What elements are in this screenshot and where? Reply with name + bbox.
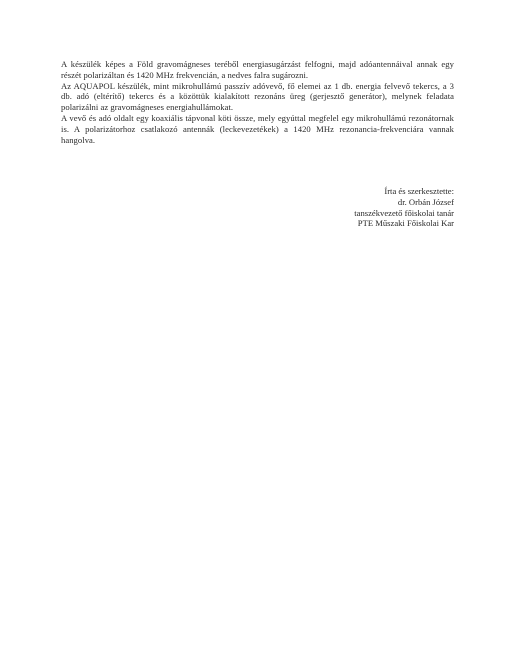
signature-written-by: Írta és szerkesztette: xyxy=(384,186,454,196)
signature-author-title: tanszékvezető főiskolai tanár xyxy=(354,207,454,218)
signature-block xyxy=(254,186,454,229)
paragraph-3: A vevő és adó oldalt egy koaxiális tápvonal köti össze, mely egyúttal megfelel egy mikrohullámú rezonátornak is. A polarizátorhoz csatlakozó antennák (leckevezetékek) a 1420 MHz rezonancia-frekvenciára vannak hangolva. xyxy=(61,112,454,145)
paragraph-1: A készülék képes a Föld gravomágneses teréből energiasugárzást felfogni, majd adóantennáival annak egy részét polarizáltan és 1420 MHz frekvencián, a nedves falra sugározni. xyxy=(61,59,454,80)
body-text xyxy=(61,59,454,145)
signature-author-name: dr. Orbán József xyxy=(397,196,454,207)
paragraph-2: Az AQUAPOL készülék, mint mikrohullámú passzív adóvevő, fő elemei az 1 db. energia felvevő tekercs, a 3 db. adó (eltérítő) tekercs és a közöttük kialakított rezonáns üreg (gerjesztő generátor), melynek feladata polarizálni az gravomágneses energiahullámokat. xyxy=(61,80,454,113)
signature-institution: PTE Műszaki Főiskolai Kar xyxy=(357,218,454,229)
